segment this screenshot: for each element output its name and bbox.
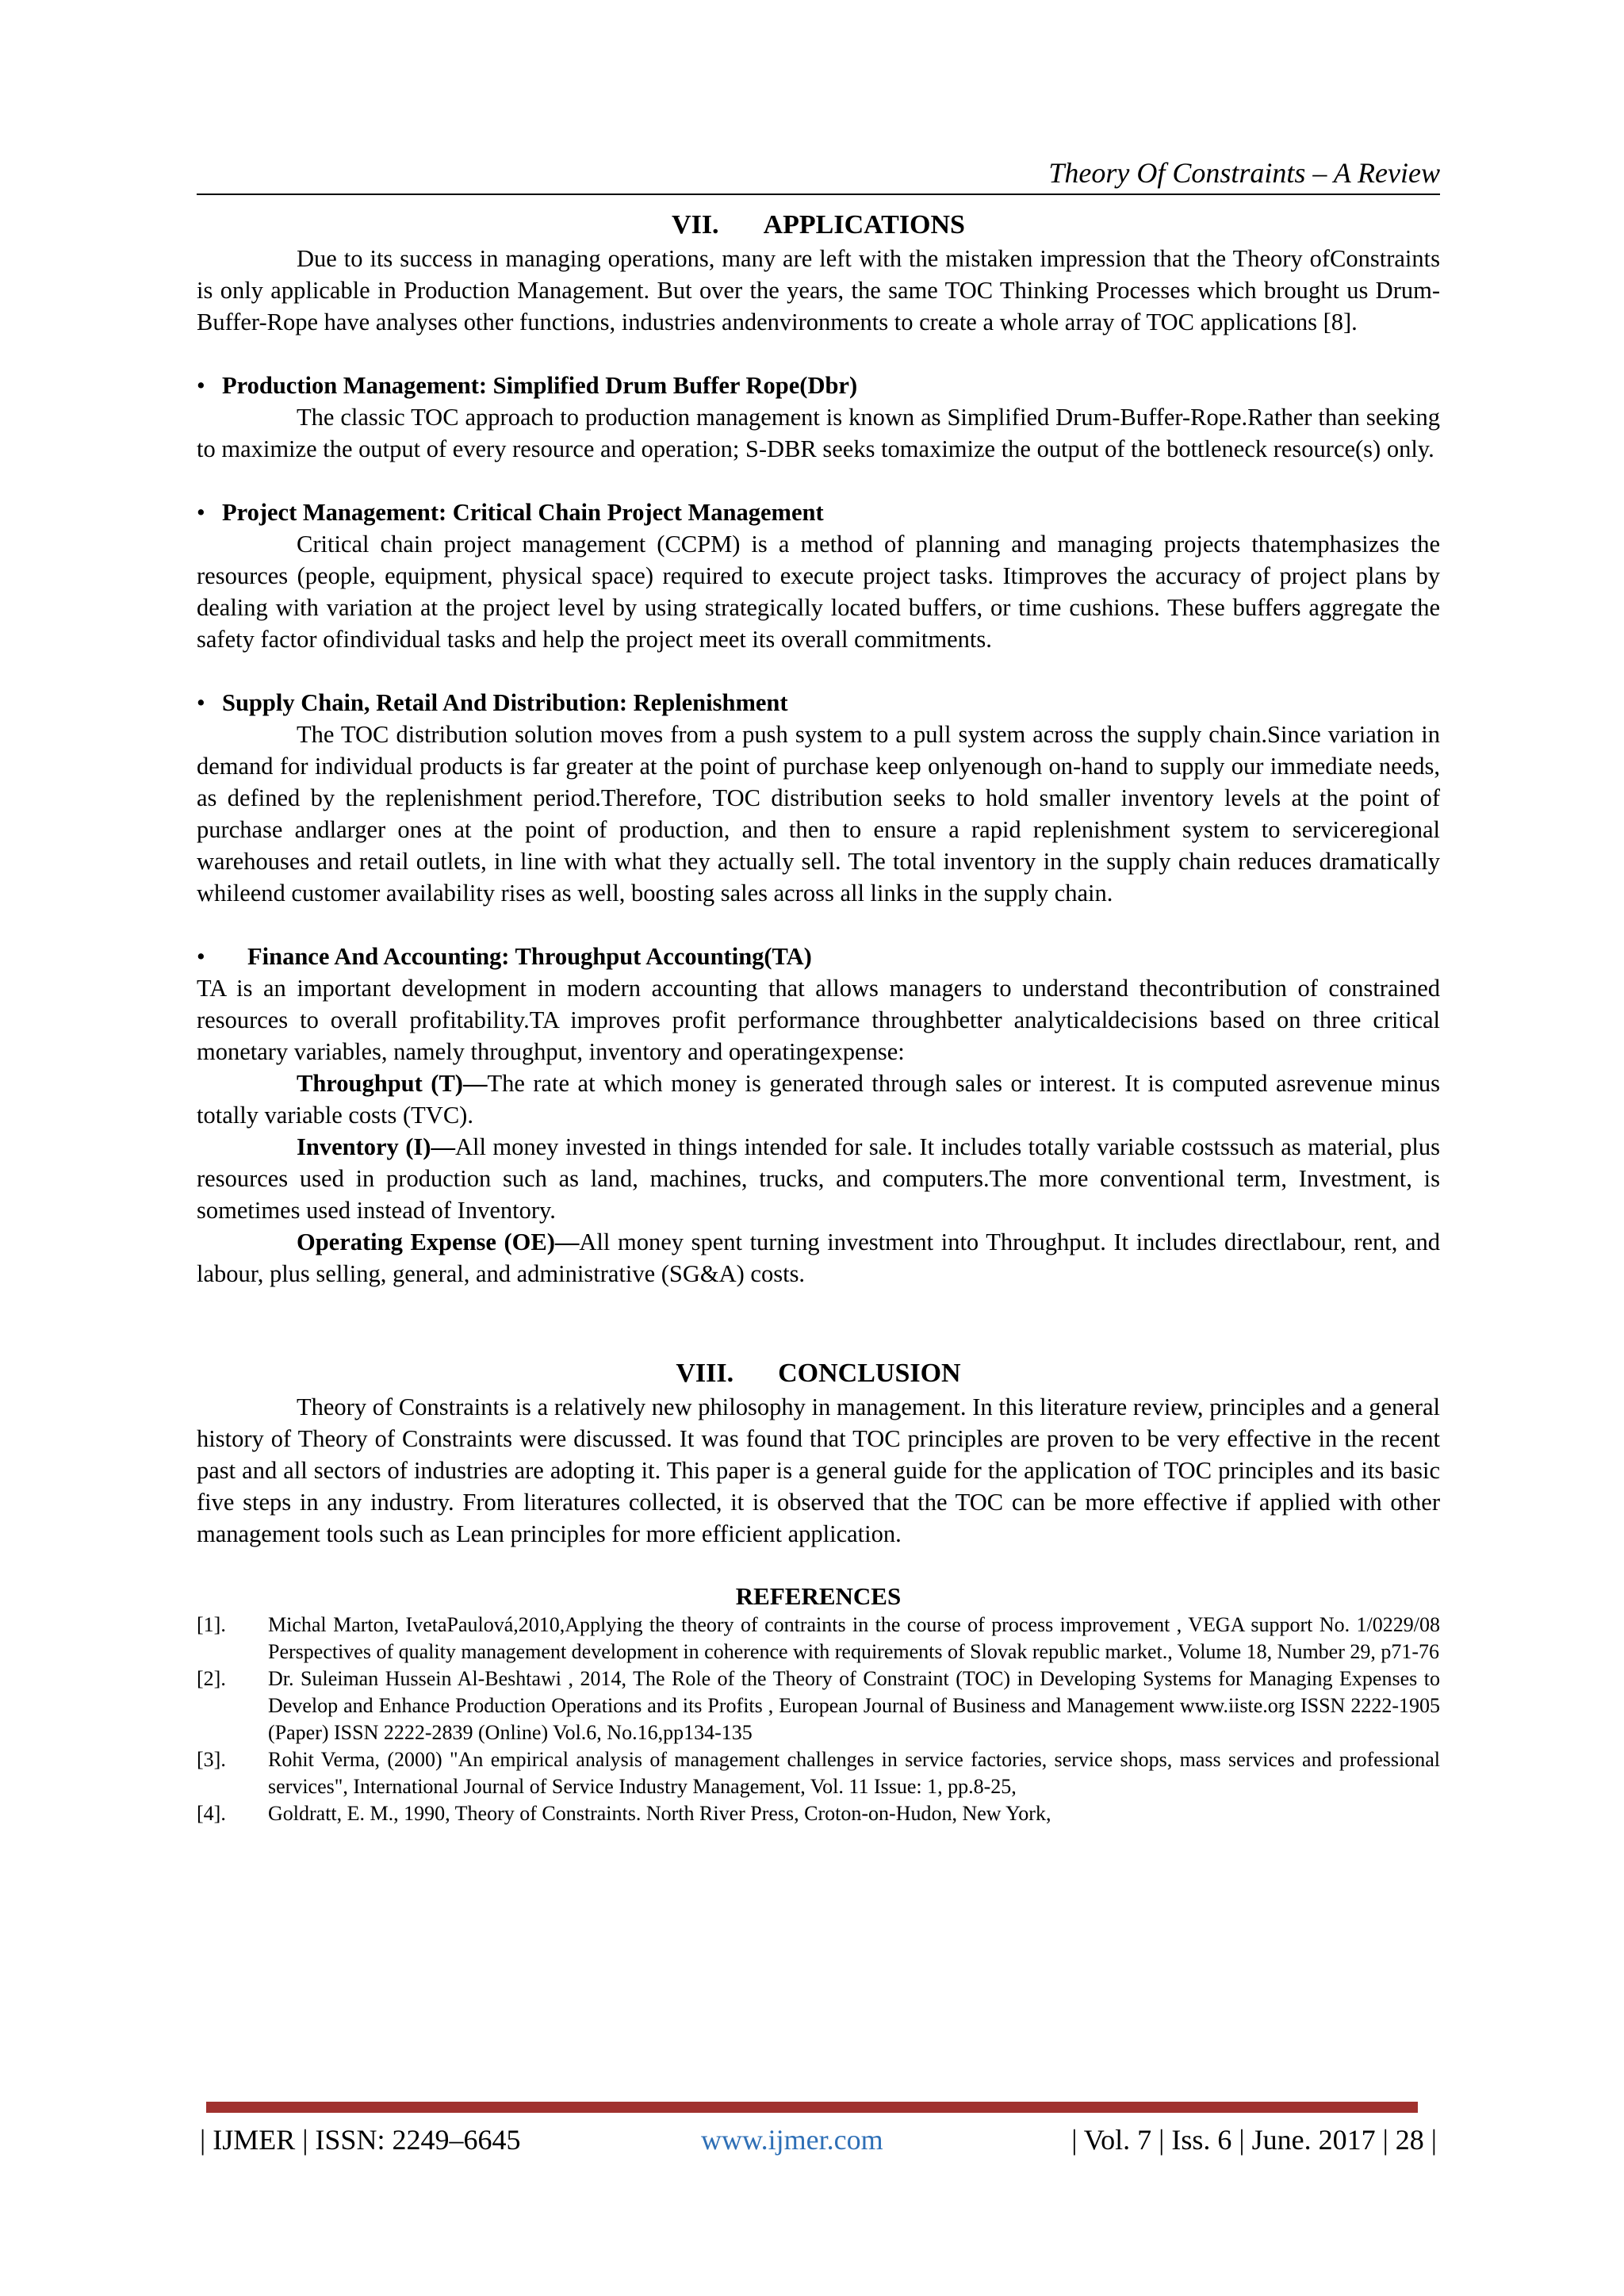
term-text: All money invested in things intended for sale. It includes totally variable costssuch as material, plus resources used in production such as land, machines, trucks, and computers.The more conventional term, Investment, is sometimes used instead of Inventory.	[197, 1133, 1440, 1224]
bullet-icon: •	[197, 499, 205, 526]
conclusion-paragraph: Theory of Constraints is a relatively new philosophy in management. In this literature review, principles and a general history of Theory of Constraints were discussed. It was found that TOC principles are proven to be very effective in the recent past and all sectors of industries are adopting it. This paper is a general guide for the application of TOC principles and its basic five steps in any industry. From literatures collected, it is observed that the TOC can be more effective if applied with other management tools such as Lean principles for more efficient application.	[197, 1393, 1440, 1547]
footer-website-link[interactable]: www.ijmer.com	[701, 2124, 883, 2156]
term-text: All money spent turning investment into Throughput. It includes directlabour, rent, and labour, plus selling, general, and administrative (SG&A) costs.	[197, 1228, 1440, 1287]
section-title-conclusion	[197, 1356, 1440, 1391]
reference-text: Goldratt, E. M., 1990, Theory of Constraints. North River Press, Croton-on-Hudon, New York,	[268, 1802, 1051, 1825]
bullet-heading	[197, 687, 1440, 719]
bullet-icon: •	[197, 372, 205, 399]
reference-number: [3].	[197, 1748, 226, 1771]
reference-item	[197, 1665, 1440, 1746]
bullet-icon: •	[197, 689, 205, 716]
section-title-text: CONCLUSION	[778, 1359, 961, 1388]
finance-paragraph: TA is an important development in modern accounting that allows managers to understand thecontribution of constrained resources to overall profitability.TA improves profit performance throughbetter analyticaldecisions based on three critical monetary variables, namely throughput, inventory and operatingexpense:	[197, 975, 1440, 1065]
term-definition	[197, 1068, 1440, 1131]
reference-number: [4].	[197, 1802, 226, 1825]
bullet-heading	[197, 496, 1440, 528]
bullet-heading-text: Project Management: Critical Chain Project Management	[222, 499, 824, 526]
header-rule	[197, 194, 1440, 195]
bullet-paragraph: Critical chain project management (CCPM) is a method of planning and managing projects thatemphasizes the resources (people, equipment, physical space) required to execute project tasks. Itimproves the accuracy of project plans by dealing with variation at the project level by using strategically located buffers, or time cushions. These buffers aggregate the safety factor ofindividual tasks and help the project meet its overall commitments.	[197, 531, 1440, 653]
reference-item	[197, 1612, 1440, 1665]
bullet-icon: •	[197, 943, 205, 970]
reference-item	[197, 1800, 1440, 1827]
reference-number: [1].	[197, 1613, 226, 1636]
footer-bar	[206, 2102, 1418, 2113]
section-number: VIII.	[676, 1359, 734, 1388]
article-body	[197, 208, 1440, 1827]
bullet-heading	[197, 941, 1440, 972]
references-list	[197, 1612, 1440, 1827]
term-label: Throughput (T)—	[297, 1070, 488, 1097]
bullet-heading-text: Supply Chain, Retail And Distribution: Replenishment	[222, 689, 788, 716]
term-text: The rate at which money is generated through sales or interest. It is computed asrevenue minus totally variable costs (TVC).	[197, 1070, 1440, 1129]
applications-intro: Due to its success in managing operations, many are left with the mistaken impression that the Theory ofConstraints is only applicable in Production Management. But over the years, the same TOC Thinking Processes which brought us Drum-Buffer-Rope have analyses other functions, industries andenvironments to create a whole array of TOC applications [8].	[197, 245, 1440, 335]
reference-item	[197, 1746, 1440, 1800]
reference-number: [2].	[197, 1667, 226, 1690]
term-label: Inventory (I)—	[297, 1133, 455, 1160]
section-number: VII.	[672, 210, 719, 240]
running-title: Theory Of Constraints – A Review	[1048, 157, 1440, 189]
footer-issue-info: | Vol. 7 | Iss. 6 | June. 2017 | 28 |	[1071, 2124, 1437, 2156]
bullet-paragraph: The TOC distribution solution moves from a push system to a pull system across the supply chain.Since variation in demand for individual products is far greater at the point of purchase keep onlyenough on-hand to supply our immediate needs, as defined by the replenishment period.Therefore, TOC distribution seeks to hold smaller inventory levels at the point of purchase andlarger ones at the point of production, and then to ensure a rapid replenishment system to serviceregional warehouses and retail outlets, in line with what they actually sell. The total inventory in the supply chain reduces dramatically whileend customer availability rises as well, boosting sales across all links in the supply chain.	[197, 721, 1440, 907]
reference-text: Dr. Suleiman Hussein Al-Beshtawi , 2014, The Role of the Theory of Constraint (TOC) in Developing Systems for Managing Expenses to Develop and Enhance Production Operations and its Profits , European Journal of Business and Management www.iiste.org ISSN 2222-1905 (Paper) ISSN 2222-2839 (Online) Vol.6, No.16,pp134-135	[268, 1667, 1440, 1744]
bullet-heading-text: Production Management: Simplified Drum Buffer Rope(Dbr)	[222, 372, 858, 399]
section-title-applications	[197, 208, 1440, 243]
reference-text: Rohit Verma, (2000) "An empirical analysis of management challenges in service factories, service shops, mass services and professional services", International Journal of Service Industry Management, Vol. 11 Issue: 1, pp.8-25,	[268, 1748, 1440, 1798]
footer-journal: | IJMER | ISSN: 2249–6645	[200, 2124, 521, 2156]
bullet-heading-text: Finance And Accounting: Throughput Accounting(TA)	[247, 943, 812, 970]
reference-text: Michal Marton, IvetaPaulová,2010,Applying the theory of contraints in the course of process improvement , VEGA support No. 1/0229/08 Perspectives of quality management development in coherence with requirements of Slovak republic market., Volume 18, Number 29, p71-76	[268, 1613, 1440, 1663]
references-title: REFERENCES	[735, 1582, 902, 1610]
term-label: Operating Expense (OE)—	[297, 1228, 580, 1255]
term-definition	[197, 1131, 1440, 1226]
section-title-text: APPLICATIONS	[763, 210, 965, 240]
bullet-heading	[197, 370, 1440, 401]
term-definition	[197, 1226, 1440, 1290]
bullet-paragraph: The classic TOC approach to production management is known as Simplified Drum-Buffer-Rope.Rather than seeking to maximize the output of every resource and operation; S-DBR seeks tomaximize the output of the bottleneck resource(s) only.	[197, 404, 1440, 462]
